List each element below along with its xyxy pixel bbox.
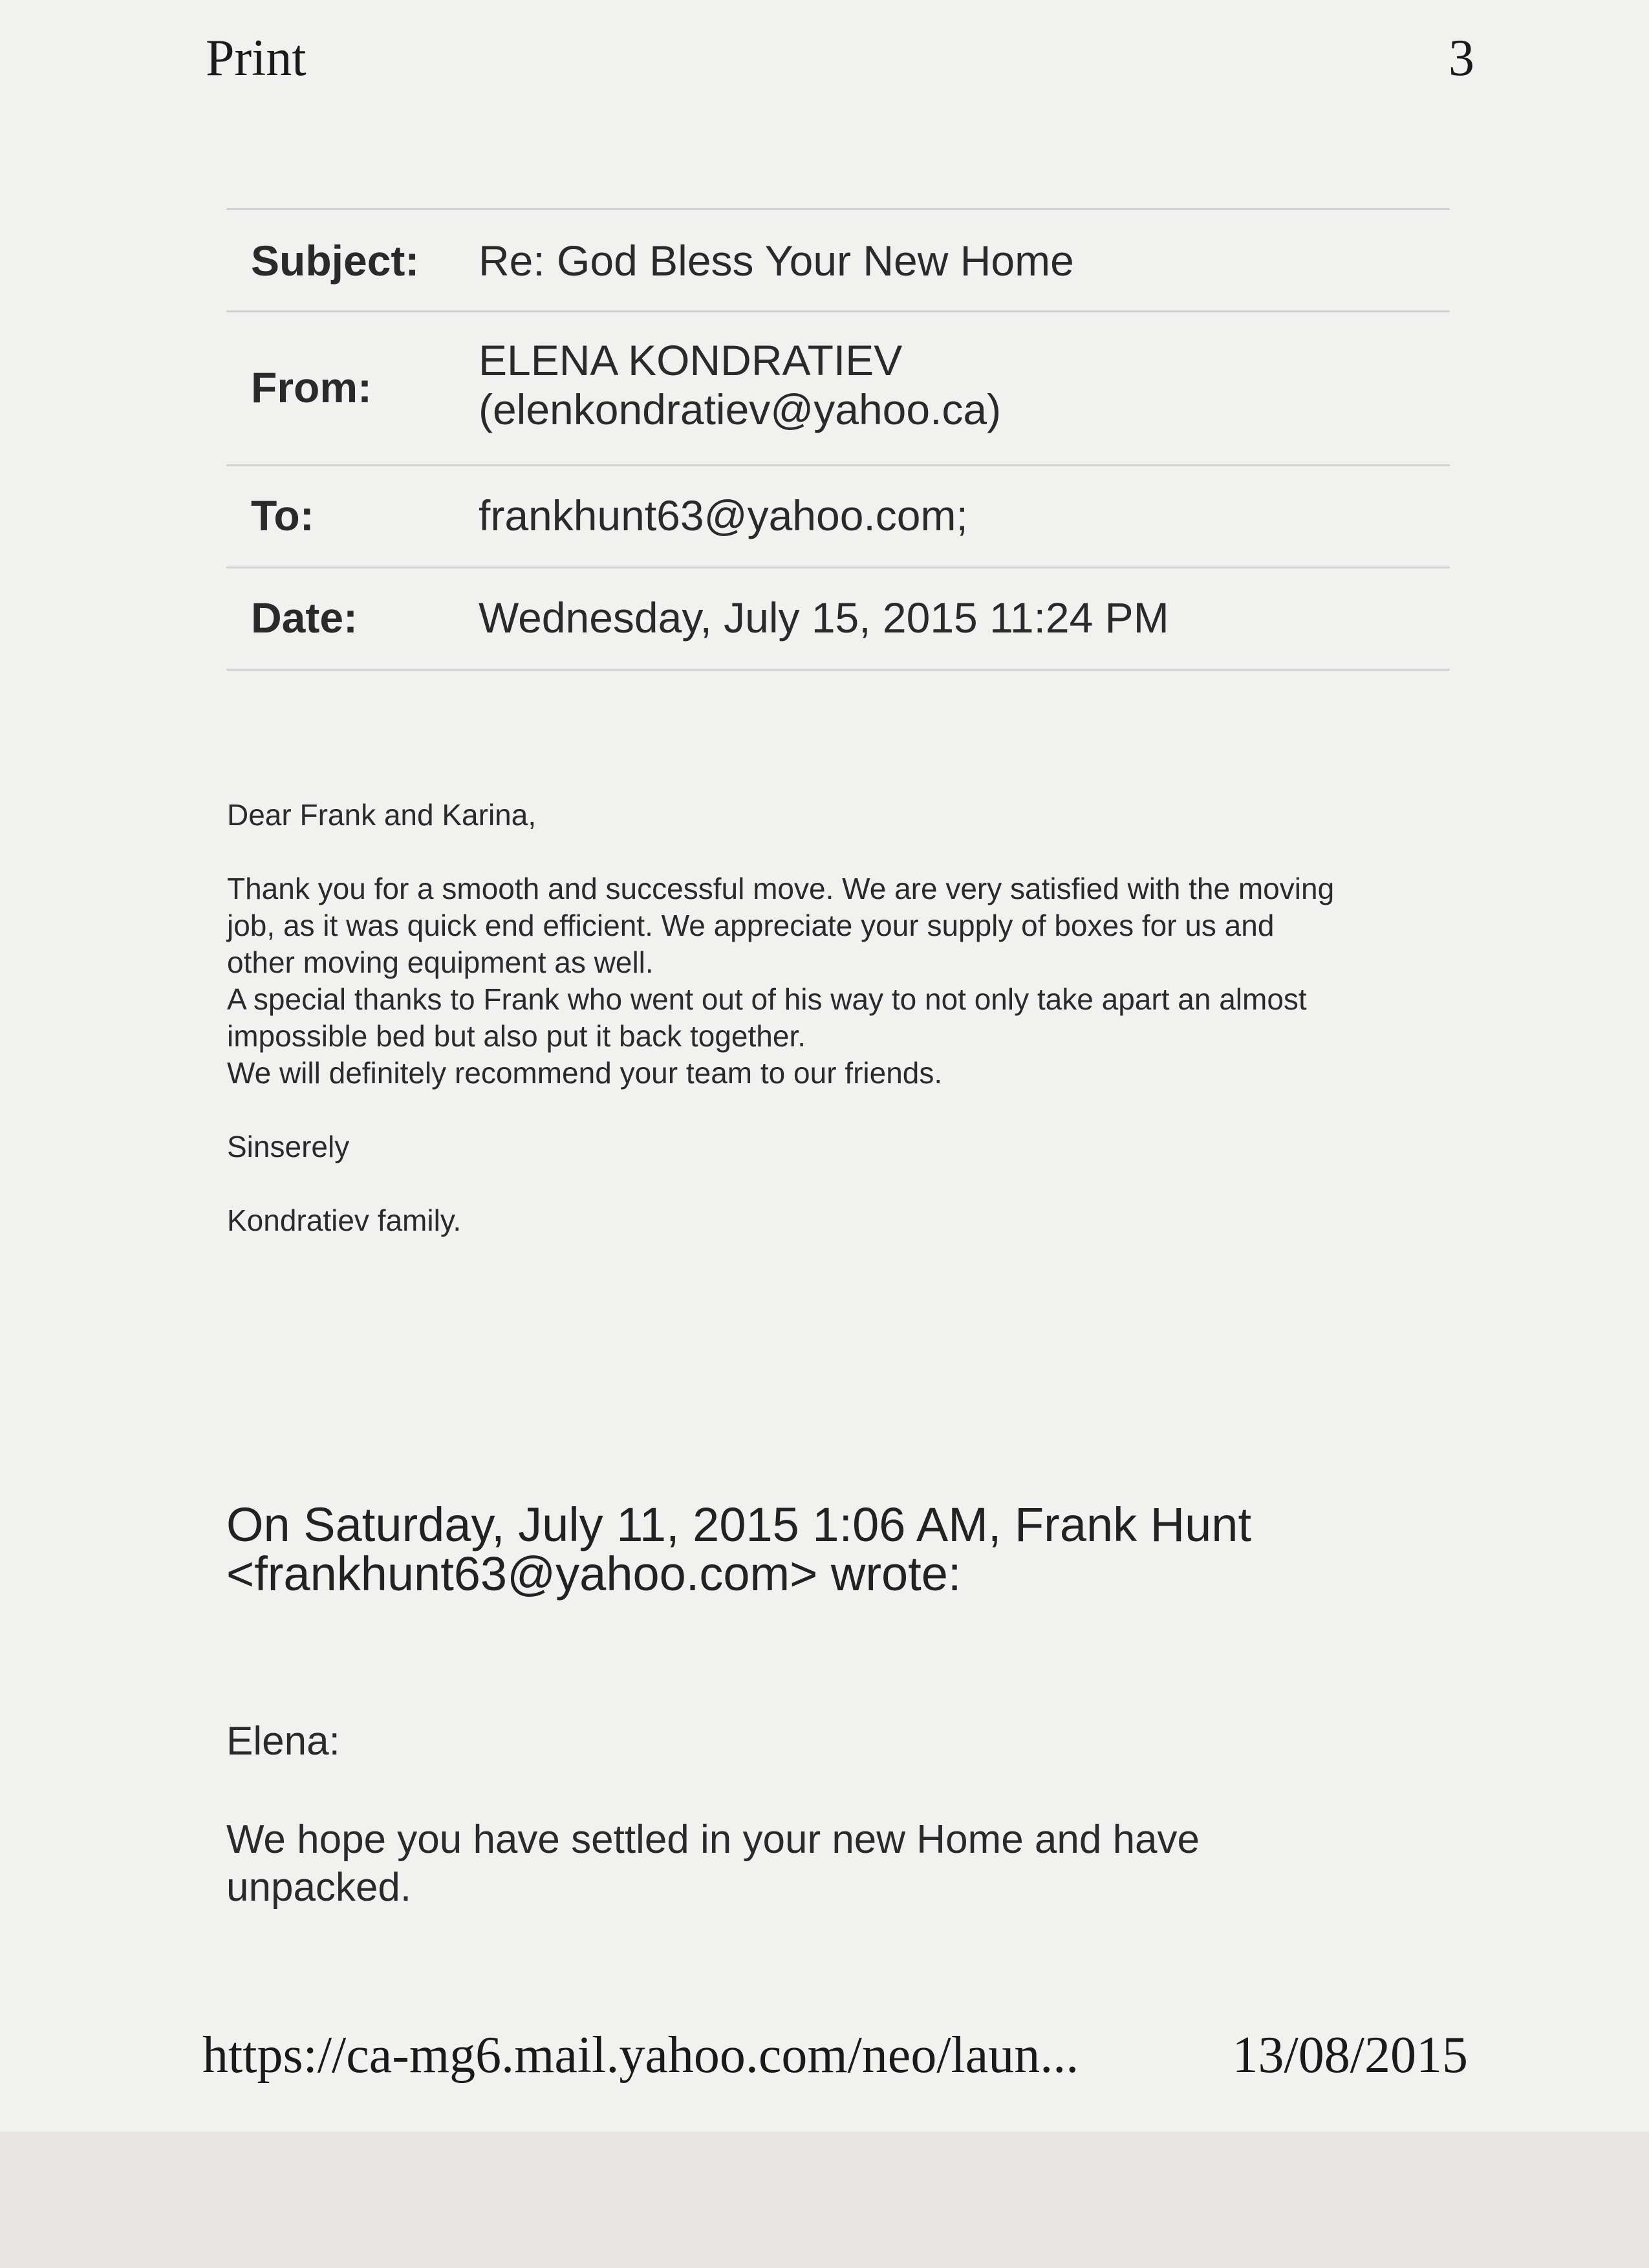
quoted-message-header	[226, 1500, 1455, 1599]
date-label: Date:	[251, 594, 358, 642]
message-line: impossible bed but also put it back together.	[227, 1019, 806, 1053]
to-label: To:	[251, 491, 314, 539]
message-line: job, as it was quick end efficient. We appreciate your supply of boxes for us and	[227, 909, 1275, 942]
quoted-body-line: unpacked.	[226, 1865, 412, 1910]
message-line: other moving equipment as well.	[227, 945, 654, 979]
message-line: A special thanks to Frank who went out of his way to not only take apart an almost	[227, 982, 1307, 1016]
scan-margin	[0, 2132, 1649, 2268]
message-line: Thank you for a smooth and successful move. We are very satisfied with the moving	[227, 872, 1335, 905]
quoted-body	[226, 1816, 1455, 1912]
to-row	[226, 464, 1450, 567]
quoted-greeting: Elena:	[226, 1719, 340, 1764]
to-value: frankhunt63@yahoo.com;	[479, 491, 968, 539]
quoted-body-line: We hope you have settled in your new Home and have	[226, 1817, 1200, 1862]
message-line: We will definitely recommend your team to our friends.	[227, 1056, 943, 1090]
from-name: ELENA KONDRATIEV	[479, 336, 903, 384]
subject-row	[226, 208, 1450, 310]
message-closing: Sinserely	[227, 1130, 350, 1163]
quoted-header-line: On Saturday, July 11, 2015 1:06 AM, Frank Hunt	[226, 1498, 1252, 1551]
print-footer-date: 13/08/2015	[1232, 2027, 1468, 2084]
date-row	[226, 567, 1450, 671]
from-email: (elenkondratiev@yahoo.ca)	[479, 385, 1002, 433]
from-value	[479, 336, 1001, 434]
email-header-table	[226, 208, 1450, 671]
subject-value: Re: God Bless Your New Home	[479, 237, 1074, 285]
from-row	[226, 310, 1450, 464]
message-greeting: Dear Frank and Karina,	[227, 798, 537, 832]
date-value: Wednesday, July 15, 2015 11:24 PM	[479, 594, 1169, 642]
print-footer-url: https://ca-mg6.mail.yahoo.com/neo/laun...	[202, 2027, 1079, 2084]
from-label: From:	[251, 363, 372, 411]
quoted-header-line: <frankhunt63@yahoo.com> wrote:	[226, 1547, 962, 1601]
message-paragraph	[227, 870, 1456, 1092]
message-body	[227, 797, 1456, 1239]
subject-label: Subject:	[251, 237, 420, 285]
print-header-title: Print	[206, 30, 307, 87]
page-number: 3	[1449, 30, 1474, 87]
message-signature: Kondratiev family.	[227, 1204, 462, 1237]
